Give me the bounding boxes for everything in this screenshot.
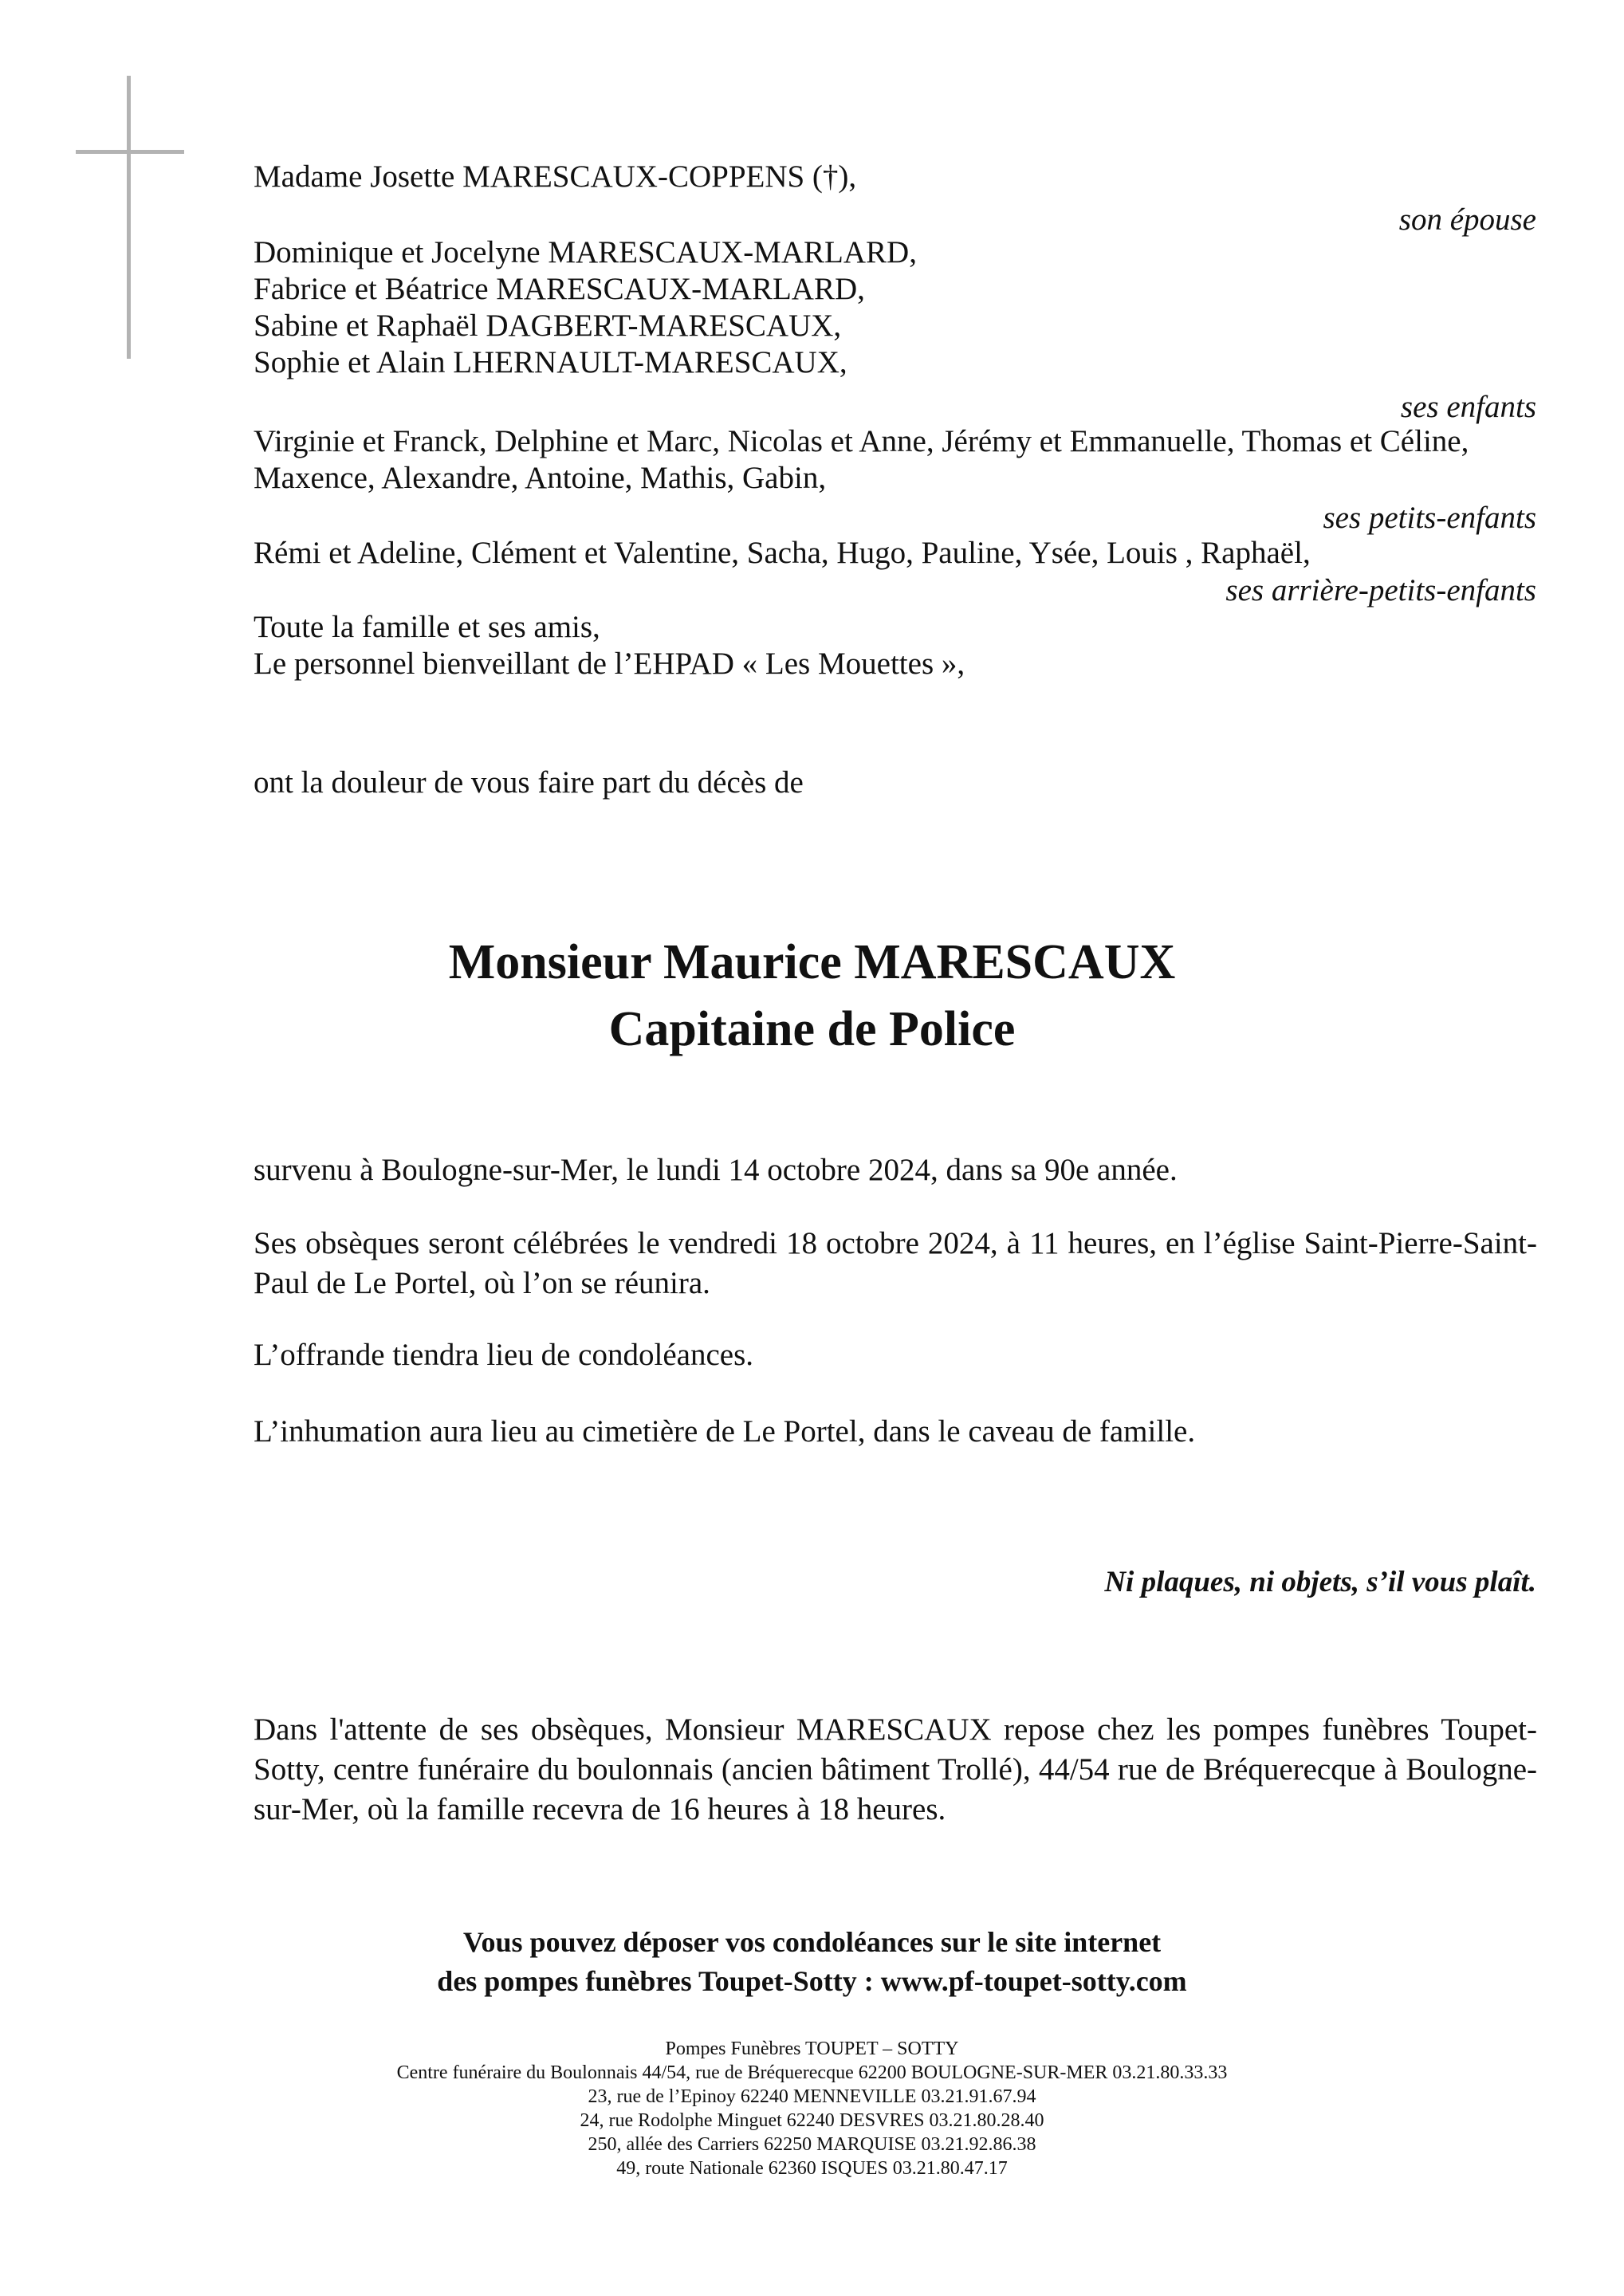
- child-line: Fabrice et Béatrice MARESCAUX-MARLARD,: [254, 272, 865, 306]
- condolences-line: Vous pouvez déposer vos condoléances sur le site internet: [462, 1926, 1162, 1958]
- rest-details: Dans l'attente de ses obsèques, Monsieur MARESCAUX repose chez les pompes funèbres Toupet-Sotty, centre funéraire du boulonnais (ancien bâtiment Trollé), 44/54 rue de Bréquerecque à Boulogne-sur-Mer, où la famille recevra de 16 heures à 18 heures.: [254, 1712, 1537, 1826]
- footer-address: 23, rue de l’Epinoy 62240 MENNEVILLE 03.21.91.67.94: [588, 2086, 1036, 2107]
- family-line: Toute la famille et ses amis,: [254, 610, 600, 644]
- funeral-details: Ses obsèques seront célébrées le vendredi 18 octobre 2024, à 11 heures, en l’église Saint-Pierre-Saint-Paul de Le Portel, où l’on se réunira.: [254, 1226, 1537, 1300]
- burial-details: L’inhumation aura lieu au cimetière de Le Portel, dans le caveau de famille.: [254, 1414, 1196, 1449]
- child-line: Sabine et Raphaël DAGBERT-MARESCAUX,: [254, 309, 842, 343]
- offering-details: L’offrande tiendra lieu de condoléances.: [254, 1338, 753, 1372]
- condolences-website: des pompes funèbres Toupet-Sotty : www.pf-toupet-sotty.com: [437, 1965, 1187, 1997]
- footer-address: 24, rue Rodolphe Minguet 62240 DESVRES 03.21.80.28.40: [580, 2110, 1044, 2131]
- great-grandchildren-line: Rémi et Adeline, Clément et Valentine, Sacha, Hugo, Pauline, Ysée, Louis , Raphaël,: [254, 536, 1311, 570]
- footer-address: 49, route Nationale 62360 ISQUES 03.21.80.47.17: [616, 2158, 1008, 2179]
- child-line: Sophie et Alain LHERNAULT-MARESCAUX,: [254, 345, 847, 379]
- deceased-title: Capitaine de Police: [608, 1002, 1016, 1056]
- children-role: ses enfants: [1400, 390, 1536, 424]
- death-details: survenu à Boulogne-sur-Mer, le lundi 14 octobre 2024, dans sa 90e année.: [254, 1153, 1178, 1187]
- grandchildren-line: Maxence, Alexandre, Antoine, Mathis, Gabin,: [254, 461, 827, 495]
- cross-icon: [127, 76, 131, 359]
- staff-line: Le personnel bienveillant de l’EHPAD « Les Mouettes »,: [254, 647, 965, 681]
- announcement: ont la douleur de vous faire part du décès de: [254, 765, 804, 800]
- spouse-role: son épouse: [1398, 202, 1536, 237]
- footer-company: Pompes Funèbres TOUPET – SOTTY: [665, 2038, 959, 2059]
- great-grandchildren-role: ses arrière-petits-enfants: [1225, 573, 1536, 607]
- deceased-name: Monsieur Maurice MARESCAUX: [448, 935, 1176, 989]
- cross-icon-bar: [76, 150, 184, 154]
- grandchildren-role: ses petits-enfants: [1323, 501, 1536, 535]
- child-line: Dominique et Jocelyne MARESCAUX-MARLARD,: [254, 235, 917, 269]
- no-plaques-notice: Ni plaques, ni objets, s’il vous plaît.: [1104, 1566, 1536, 1598]
- footer-address: 250, allée des Carriers 62250 MARQUISE 03.21.92.86.38: [588, 2134, 1036, 2155]
- spouse-line: Madame Josette MARESCAUX-COPPENS (†),: [254, 159, 857, 194]
- grandchildren-line: Virginie et Franck, Delphine et Marc, Nicolas et Anne, Jérémy et Emmanuelle, Thomas et Céline,: [254, 424, 1469, 458]
- footer-address: Centre funéraire du Boulonnais 44/54, rue de Bréquerecque 62200 BOULOGNE-SUR-MER 03.21.80.33.33: [396, 2062, 1228, 2083]
